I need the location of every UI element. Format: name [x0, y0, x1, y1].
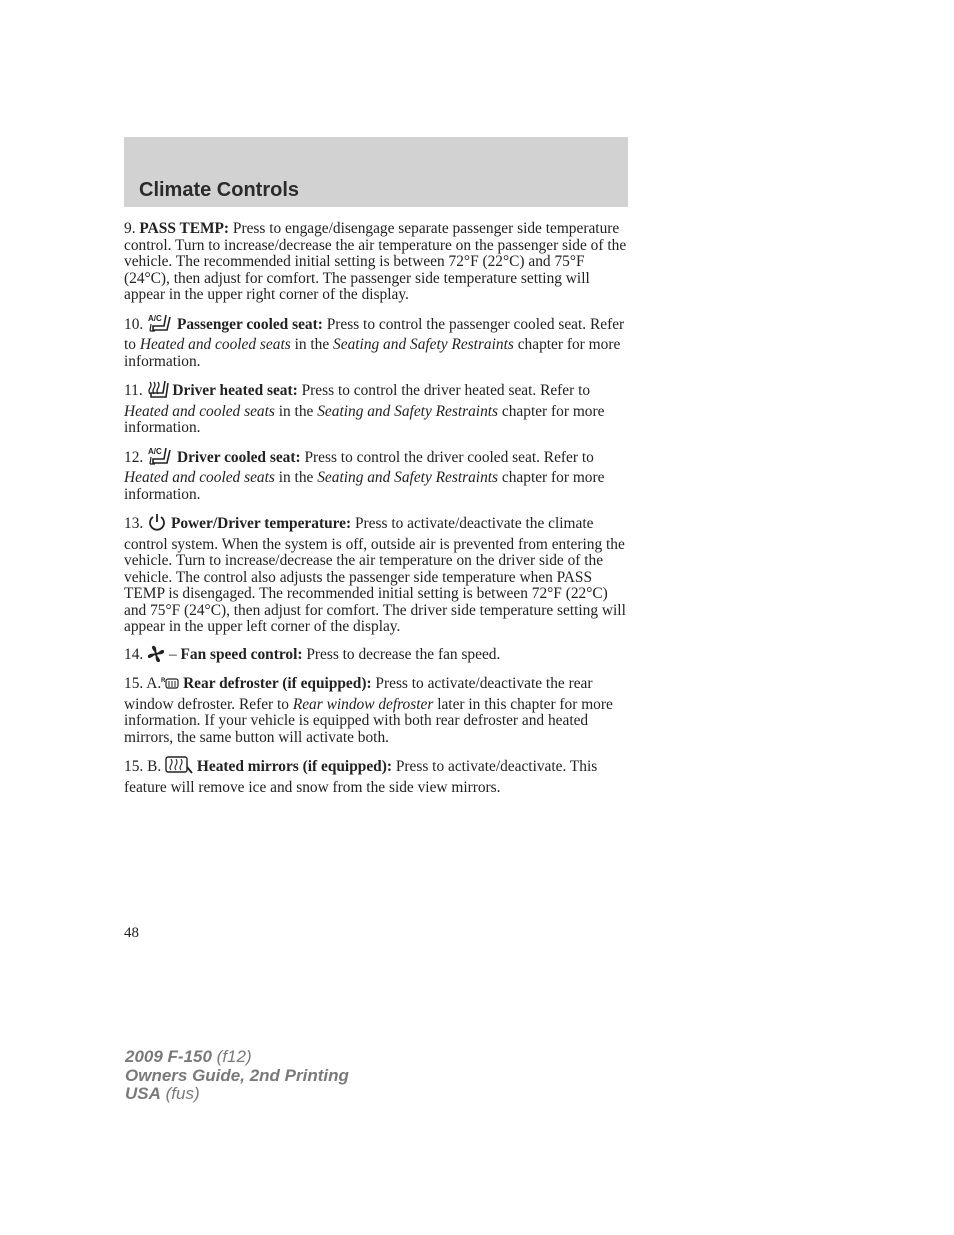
item-9: 9. PASS TEMP: Press to engage/disengage separate passenger side temperature control. Turn to increase/decrease the air temperature on the passenger side of the vehicle. The recommended initial setting is between 72°F (22°C) and 75°F (24°C), then adjust for comfort. The passenger side temperature setting will appear in the upper right corner of the display.: [124, 220, 627, 303]
page-number: 48: [124, 925, 139, 941]
section-header: [124, 137, 628, 207]
item-9-label: PASS TEMP:: [139, 220, 230, 237]
item-14: 14. – Fan speed control: Press to decrease the fan speed.: [124, 645, 628, 668]
heated-seat-icon: [147, 379, 169, 404]
item-10-label: Passenger cooled seat:: [176, 315, 323, 333]
footer-line-1: 2009 F-150 (f12): [125, 1047, 252, 1066]
footer-line-3: USA (fus): [125, 1084, 200, 1103]
svg-text:A/C: A/C: [148, 446, 162, 456]
section-title: Climate Controls: [139, 179, 300, 201]
item-14-label: Fan speed control:: [180, 645, 303, 663]
item-11: 11. Driver heated seat: Press to control the driver heated seat. Refer to Heated and cooled seats in the Seating and Safety Restraints chapter for more information.: [124, 379, 628, 437]
item-12-label: Driver cooled seat:: [176, 448, 301, 466]
item-15b-label: Heated mirrors (if equipped):: [196, 758, 392, 775]
item-11-label: Driver heated seat:: [172, 382, 298, 399]
item-13-label: Power/Driver temperature:: [170, 515, 352, 532]
footer-line-2: Owners Guide, 2nd Printing: [125, 1065, 349, 1085]
item-10: 10. A/C Passenger cooled seat: Press to control the passenger cooled seat. Refer to Heated and cooled seats in the Seating and Safety Restraints chapter for more information.: [124, 313, 625, 370]
svg-text:A/C: A/C: [148, 313, 162, 323]
item-12: 12. A/C Driver cooled seat: Press to control the driver cooled seat. Refer to Heated and cooled seats in the Seating and Safety Restraints chapter for more information.: [124, 446, 605, 503]
item-15a: 15. A. R Rear defroster (if equipped): Press to activate/deactivate the rear window defroster. Refer to Rear window defroster later in this chapter for more information. If your vehicle is equipped with both rear defroster and heated mirrors, the same button will activate both.: [124, 675, 613, 746]
document-footer: [125, 1048, 349, 1104]
ac-seat-icon: [147, 313, 173, 338]
content-body: [124, 221, 628, 805]
item-15a-label: Rear defroster (if equipped):: [183, 675, 372, 692]
item-15b: 15. B. Heated mirrors (if equipped): Press to activate/deactivate. This feature will remove ice and snow from the side view mirrors.: [124, 755, 628, 796]
rear-defrost-icon: [161, 676, 179, 697]
svg-text:R: R: [161, 678, 166, 684]
power-icon: [147, 512, 167, 537]
item-13: 13. Power/Driver temperature: Press to activate/deactivate the climate control system. When the system is off, outside air is prevented from entering the vehicle. Turn to increase/decrease the air temperature on the driver side of the vehicle. The control also adjusts the passenger side temperature when PASS TEMP is disengaged. The recommended initial setting is between 72°F (22°C) and 75°F (24°C), then adjust for comfort. The driver side temperature setting will appear in the upper left corner of the display.: [124, 512, 628, 636]
ac-seat-icon: [147, 446, 173, 471]
fan-icon: [147, 645, 165, 668]
heated-mirror-icon: [165, 755, 193, 780]
